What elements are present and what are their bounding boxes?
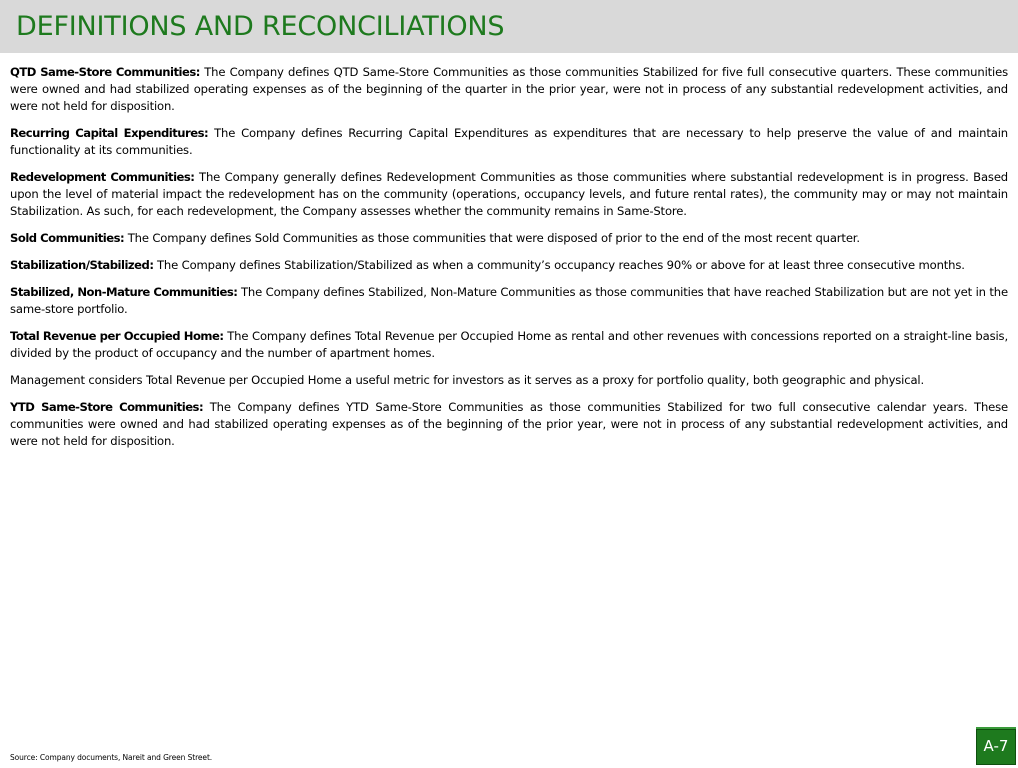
definition-qtd-same-store — [10, 64, 1008, 115]
definition-sold-communities — [10, 230, 1008, 247]
definition-text: The Company generally defines Redevelopment Communities as those communities where substantial redevelopment is in progress. Based upon the level of material impact the redevelopment has on the community (operations, occupancy levels, and future rental rates), the community may or may not maintain Stabilization. As such, for each redevelopment, the Company assesses whether the community remains in Same-Store. — [10, 170, 1009, 218]
definition-term: Stabilization/Stabilized: — [10, 258, 154, 272]
definition-term: Total Revenue per Occupied Home: — [10, 329, 224, 343]
definition-text: Management considers Total Revenue per Occupied Home a useful metric for investors as it serves as a proxy for portfolio quality, both geographic and physical. — [10, 373, 925, 387]
definition-text: The Company defines Recurring Capital Expenditures as expenditures that are necessary to help preserve the value of and maintain functionality at its communities. — [10, 126, 1008, 157]
definition-recurring-capex — [10, 125, 1008, 159]
definition-stabilized-non-mature — [10, 284, 1008, 318]
management-note — [10, 372, 1008, 389]
definition-stabilization — [10, 257, 1008, 274]
definition-redevelopment — [10, 169, 1008, 220]
definition-total-revenue-per-occupied-home — [10, 328, 1008, 362]
definition-term: Recurring Capital Expenditures: — [10, 126, 209, 140]
definition-text: The Company defines Stabilization/Stabilized as when a community’s occupancy reaches 90% or above for at least three consecutive months. — [153, 258, 965, 272]
definition-text: The Company defines YTD Same-Store Communities as those communities Stabilized for two full consecutive calendar years. These communities were owned and had stabilized operating expenses as of the beginning of the prior year, were not in process of any substantial redevelopment activities, and were not held for disposition. — [10, 400, 1008, 448]
definition-ytd-same-store — [10, 399, 1008, 450]
definition-text: The Company defines Stabilized, Non-Mature Communities as those communities that have reached Stabilization but are not yet in the same-store portfolio. — [10, 285, 1008, 316]
definitions-list — [10, 64, 1008, 460]
definition-text: The Company defines Total Revenue per Occupied Home as rental and other revenues with concessions reported on a straight-line basis, divided by the product of occupancy and the number of apartment homes. — [10, 329, 1008, 360]
source-note: Source: Company documents, Nareit and Green Street. — [10, 753, 213, 762]
header-bar — [0, 0, 1018, 53]
definition-term: QTD Same-Store Communities: — [10, 65, 200, 79]
page-number-badge: A-7 — [976, 727, 1016, 765]
definition-text: The Company defines QTD Same-Store Communities as those communities Stabilized for five full consecutive quarters. These communities were owned and had stabilized operating expenses as of the beginning of the quarter in the prior year, were not in process of any substantial redevelopment activities, and were not held for disposition. — [10, 65, 1008, 113]
definition-term: Sold Communities: — [10, 231, 125, 245]
definition-text: The Company defines Sold Communities as those communities that were disposed of prior to the end of the most recent quarter. — [124, 231, 860, 245]
page-title: DEFINITIONS AND RECONCILIATIONS — [16, 11, 505, 42]
definition-term: Stabilized, Non-Mature Communities: — [10, 285, 238, 299]
definition-term: YTD Same-Store Communities: — [10, 400, 204, 414]
definition-term: Redevelopment Communities: — [10, 170, 195, 184]
